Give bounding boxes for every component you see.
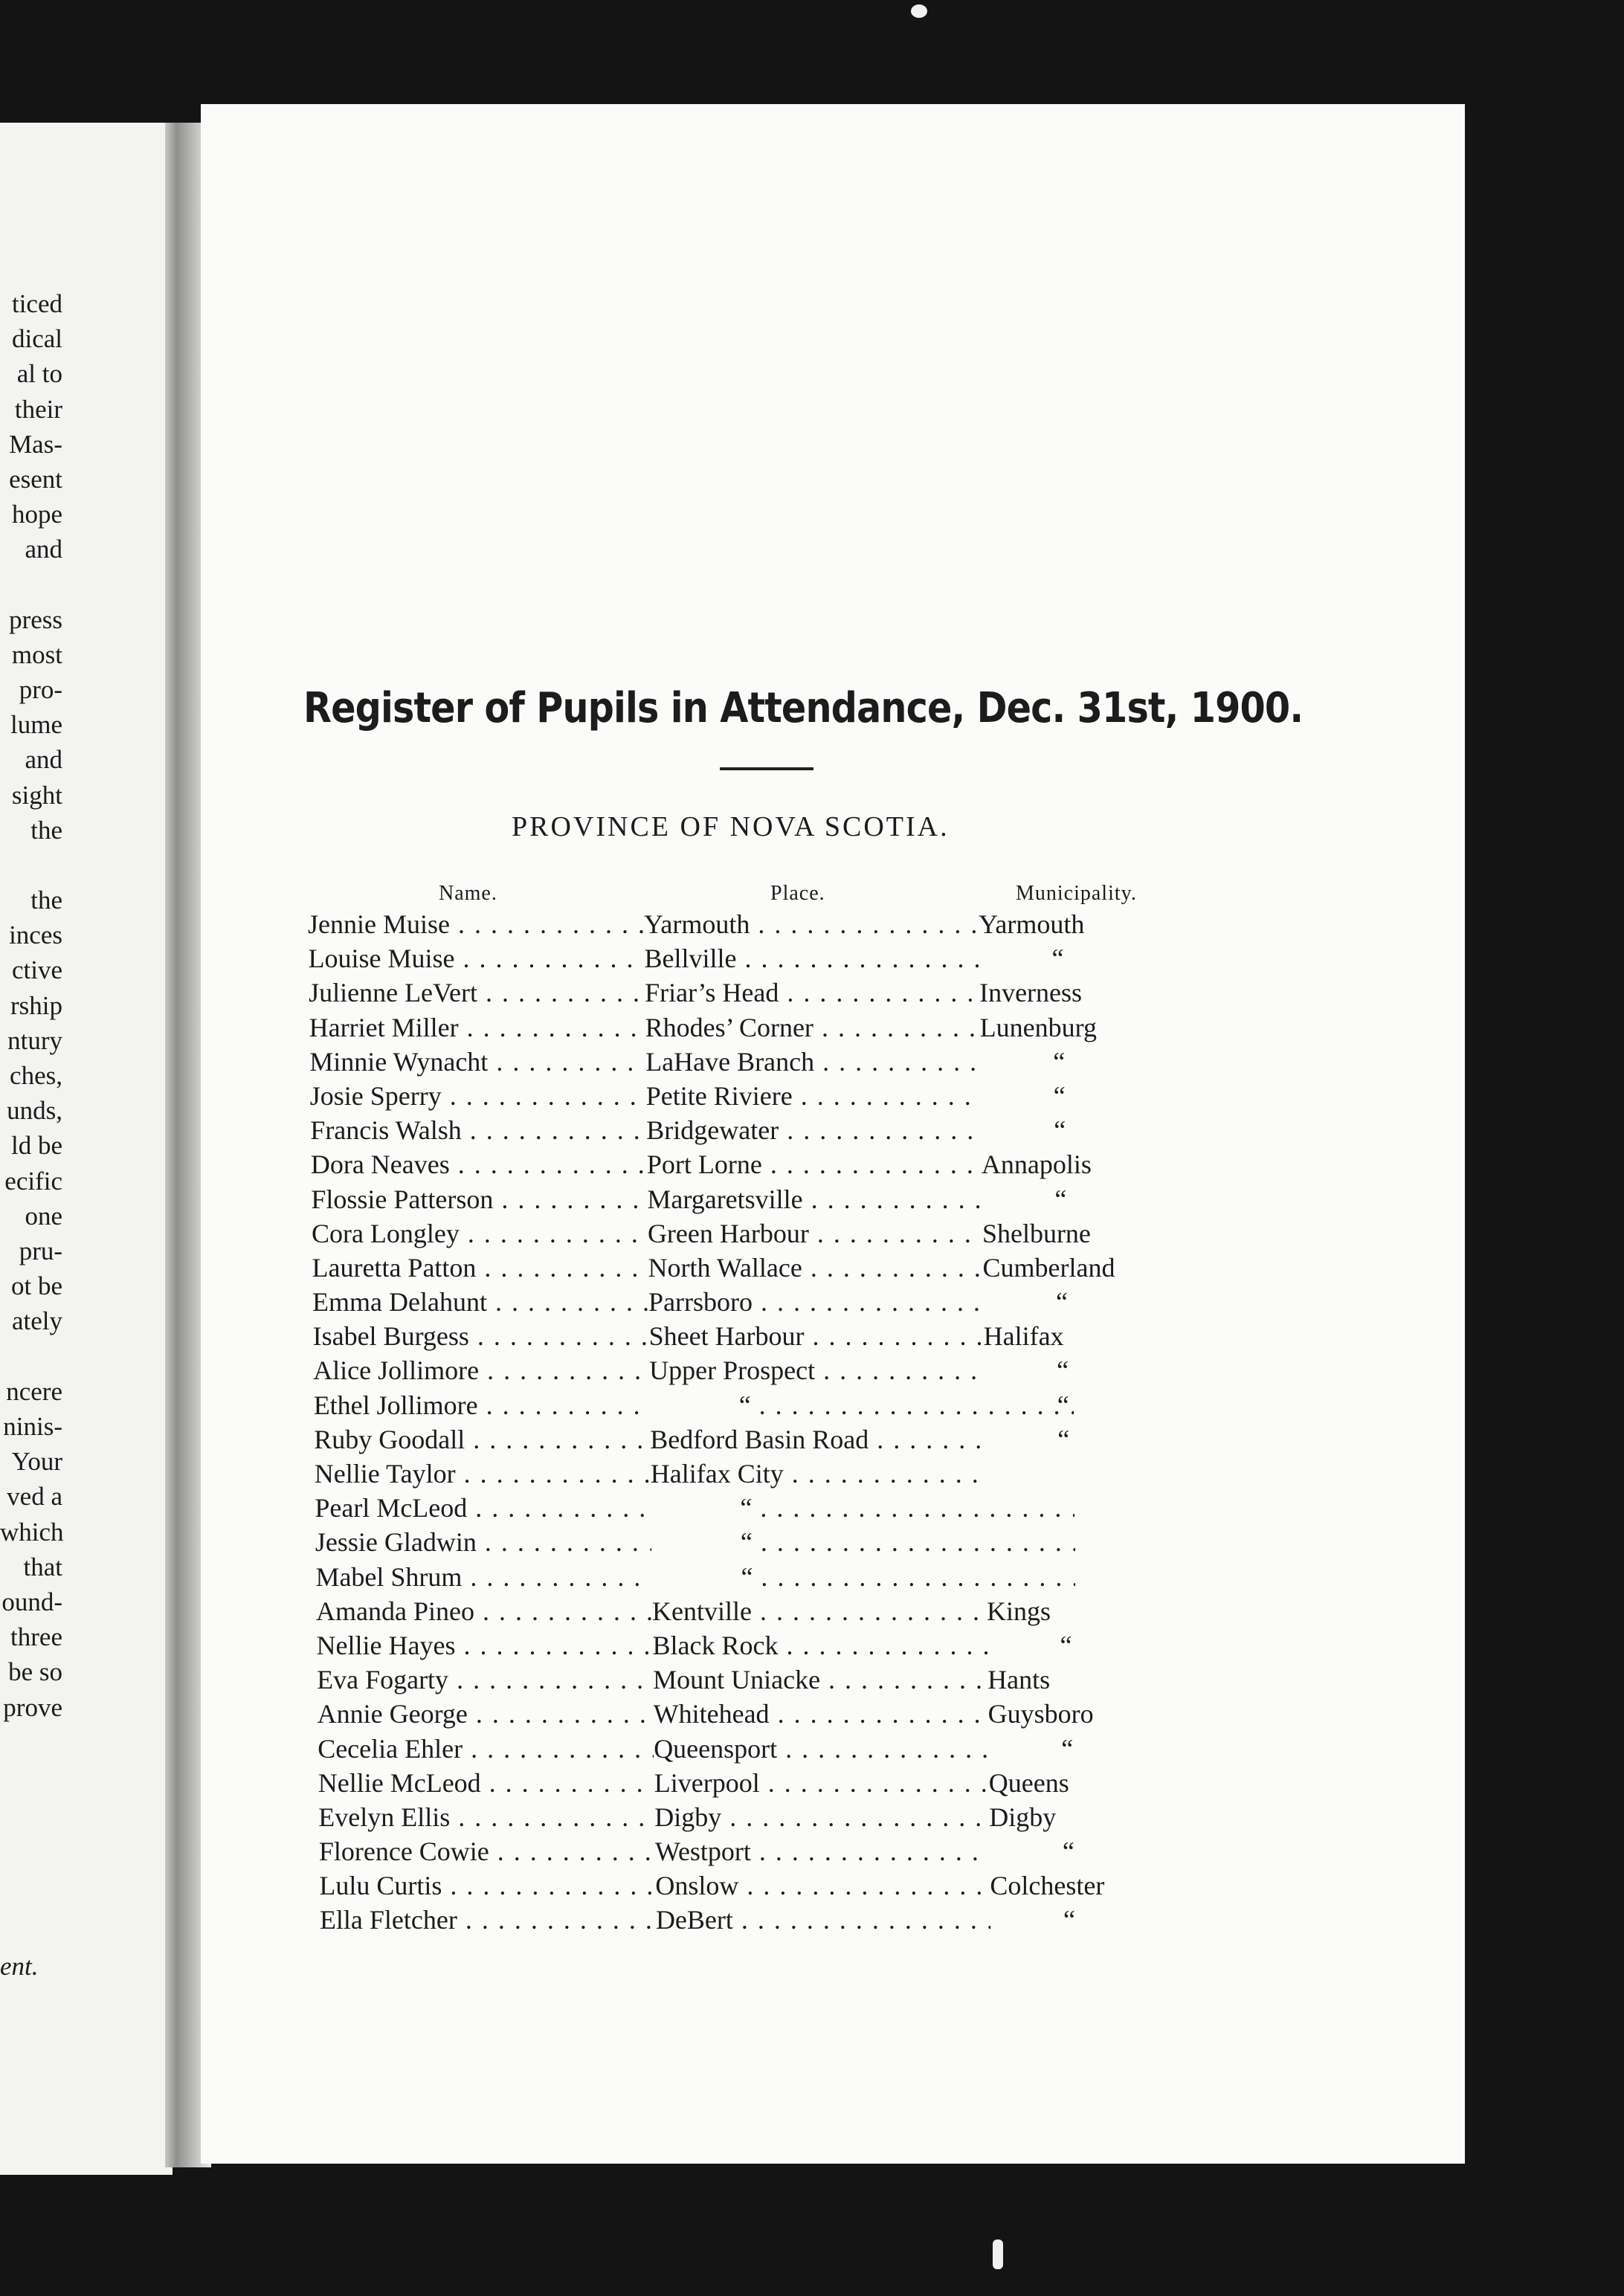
pupil-name: Mabel Shrum . . . — [315, 1561, 651, 1593]
pupil-name: Ella Fletcher . . . — [320, 1904, 656, 1935]
facing-page-line: pro- — [19, 675, 62, 705]
film-blemish — [911, 4, 927, 18]
facing-page-line: their — [14, 394, 62, 424]
facing-page-line — [0, 1339, 62, 1374]
column-header-municipality: Municipality. — [1016, 882, 1137, 905]
title-rule — [720, 767, 813, 770]
facing-page-line: Your — [11, 1447, 62, 1477]
pupil-name: Josie Sperry . . . — [310, 1080, 646, 1112]
facing-page-line: ntury — [7, 1025, 62, 1055]
pupil-place: “ . . . — [650, 1390, 1074, 1421]
facing-page-line: most — [11, 639, 62, 669]
pupil-municipality: Kings — [987, 1596, 1051, 1626]
pupil-place: Parrsboro . . . — [648, 1286, 983, 1318]
pupil-place: DeBert . . . — [656, 1904, 990, 1935]
pupil-municipality: Queens — [988, 1767, 1069, 1798]
pupil-name: Jessie Gladwin . . . — [315, 1526, 651, 1558]
pupil-place: Upper Prospect . . . — [649, 1355, 984, 1386]
pupil-municipality: Yarmouth — [979, 909, 1085, 939]
pupil-municipality: Inverness — [979, 978, 1083, 1008]
facing-page-line: ches, — [10, 1061, 62, 1091]
facing-page-line: dical — [11, 324, 62, 354]
pupil-municipality: “ — [1054, 1115, 1066, 1146]
facing-page-line: ld be — [10, 1131, 62, 1161]
pupil-place: Liverpool . . . — [654, 1767, 989, 1799]
facing-page-line: hope — [11, 500, 62, 529]
facing-page-line: prove — [3, 1692, 62, 1722]
facing-page-line: ved a — [7, 1482, 62, 1512]
facing-page-ending: ent. — [0, 1952, 39, 1981]
facing-page-line — [0, 567, 62, 602]
pupil-place: Whitehead . . . — [654, 1698, 988, 1729]
pupil-name: Nellie McLeod . . . — [318, 1767, 654, 1799]
pupil-name: Florence Cowie . . . — [319, 1836, 655, 1867]
facing-page-line: ound- — [1, 1587, 62, 1616]
pupil-name: Nellie Taylor . . . — [315, 1458, 651, 1489]
facing-page-line: pru- — [19, 1236, 62, 1266]
facing-page-line: ticed — [11, 289, 62, 318]
facing-page-line: ncere — [6, 1376, 62, 1406]
pupil-name: Ruby Goodall . . . — [314, 1424, 650, 1455]
facing-page-line: press — [9, 604, 62, 634]
pupil-name: Lauretta Patton . . . — [312, 1252, 648, 1283]
pupil-name: Nellie Hayes . . . — [317, 1630, 653, 1661]
pupil-place: Mount Uniacke . . . — [653, 1664, 987, 1695]
pupil-name: Cora Longley . . . — [312, 1218, 648, 1249]
facing-page-line: esent — [9, 465, 62, 494]
pupil-name: Emma Delahunt . . . — [312, 1286, 648, 1318]
pupil-municipality: “ — [1057, 1355, 1069, 1386]
pupil-name: Eva Fogarty . . . — [317, 1664, 653, 1695]
pupil-name: Minnie Wynacht . . . — [309, 1046, 645, 1077]
pupil-name: Alice Jollimore . . . — [313, 1355, 649, 1386]
pupil-place: Petite Riviere . . . — [646, 1080, 981, 1112]
pupil-municipality: Guysboro — [987, 1699, 1094, 1729]
pupil-place: Sheet Harbour . . . — [649, 1320, 984, 1352]
pupil-name: Amanda Pineo . . . — [316, 1596, 652, 1627]
facing-page-line: Mas- — [9, 429, 62, 459]
pupil-municipality: Hants — [987, 1665, 1051, 1695]
facing-page-line: the — [30, 815, 62, 845]
pupil-place: Port Lorne . . . — [647, 1149, 982, 1180]
pupil-place: Bedford Basin Road . . . — [650, 1424, 985, 1455]
register-title: Register of Pupils in Attendance, Dec. 31st, 1900. — [303, 684, 1304, 732]
facing-page-line: one — [25, 1201, 62, 1231]
pupil-municipality: “ — [1054, 1184, 1067, 1214]
pupil-name: Flossie Patterson . . . — [311, 1184, 647, 1215]
pupil-place: Kentville . . . — [652, 1596, 987, 1627]
film-blemish — [993, 2239, 1003, 2269]
pupil-place: Halifax City . . . — [651, 1458, 985, 1489]
pupil-place: Bellville . . . — [645, 943, 979, 974]
pupil-municipality: “ — [1060, 1630, 1072, 1660]
pupil-municipality: Halifax — [983, 1321, 1064, 1352]
pupil-name: Francis Walsh . . . — [310, 1115, 646, 1146]
pupil-place: Black Rock . . . — [653, 1630, 987, 1661]
pupil-place: LaHave Branch . . . — [645, 1046, 980, 1077]
pupil-municipality: “ — [1057, 1390, 1069, 1420]
pupil-municipality: Colchester — [990, 1871, 1105, 1901]
facing-page-line: unds, — [7, 1096, 62, 1126]
pupil-name: Isabel Burgess . . . — [313, 1320, 649, 1352]
pupil-place: Bridgewater . . . — [646, 1115, 981, 1146]
pupil-place: “ . . . — [651, 1492, 1074, 1523]
facing-page-line: that — [23, 1552, 62, 1581]
pupil-municipality: Shelburne — [982, 1218, 1091, 1248]
pupil-name: Julienne LeVert . . . — [309, 977, 645, 1008]
facing-page-line: ately — [11, 1306, 62, 1336]
pupil-name: Dora Neaves . . . — [311, 1149, 647, 1180]
pupil-place: Westport . . . — [655, 1836, 990, 1867]
facing-page-line: the — [30, 886, 62, 915]
facing-page-line: rship — [10, 990, 62, 1020]
facing-page-line: lume — [10, 710, 62, 740]
pupil-municipality: “ — [1062, 1837, 1074, 1867]
pupil-name: Annie George . . . — [318, 1698, 654, 1729]
pupil-municipality: Digby — [989, 1802, 1057, 1832]
pupil-name: Jennie Muise . . . — [308, 909, 644, 940]
facing-page-line: ctive — [11, 955, 62, 985]
pupil-place: Friar’s Head . . . — [645, 977, 979, 1008]
facing-page-line: and — [25, 535, 62, 564]
pupil-municipality: “ — [1053, 1080, 1066, 1111]
pupil-place: Yarmouth . . . — [644, 909, 979, 940]
facing-page-line: inces — [9, 920, 62, 950]
pupil-name: Louise Muise . . . — [309, 943, 645, 974]
pupil-municipality: “ — [1056, 1287, 1069, 1318]
pupil-municipality: “ — [1061, 1733, 1074, 1764]
facing-page-line: sight — [11, 780, 62, 810]
pupil-place: Rhodes’ Corner . . . — [645, 1012, 980, 1043]
pupil-municipality: Annapolis — [981, 1149, 1092, 1180]
facing-page-line: ecific — [4, 1166, 62, 1196]
pupil-place: Onslow . . . — [655, 1870, 990, 1901]
pupil-place: Digby . . . — [654, 1802, 989, 1833]
pupil-place: “ . . . — [651, 1526, 1075, 1558]
pupil-name: Pearl McLeod . . . — [315, 1492, 651, 1523]
facing-page-text — [0, 286, 62, 1725]
pupil-name: Lulu Curtis . . . — [319, 1870, 655, 1901]
pupil-municipality: “ — [1053, 1046, 1066, 1077]
pupil-municipality: “ — [1057, 1424, 1070, 1454]
pupil-municipality: Lunenburg — [979, 1012, 1097, 1042]
pupil-municipality: “ — [1051, 944, 1064, 974]
facing-page-line: ninis- — [3, 1411, 62, 1441]
facing-page-line: ot be — [10, 1271, 62, 1301]
facing-page-line: three — [10, 1622, 62, 1652]
pupil-municipality: “ — [1063, 1905, 1075, 1935]
pupil-name: Cecelia Ehler . . . — [318, 1733, 654, 1764]
province-heading: PROVINCE OF NOVA SCOTIA. — [512, 811, 950, 842]
pupil-name: Evelyn Ellis . . . — [318, 1802, 654, 1833]
facing-page-line: and — [25, 745, 62, 775]
facing-page-line: al to — [16, 359, 62, 389]
pupil-place: Margaretsville . . . — [647, 1184, 982, 1215]
column-header-place: Place. — [770, 882, 825, 905]
facing-page-line: be so — [8, 1657, 62, 1687]
pupil-name: Ethel Jollimore . . . — [314, 1390, 650, 1421]
column-header-name: Name. — [439, 882, 497, 905]
pupil-municipality: Cumberland — [982, 1252, 1115, 1283]
pupil-place: Queensport . . . — [654, 1733, 988, 1764]
facing-page-line: which — [0, 1517, 64, 1547]
pupil-name: Harriet Miller . . . — [309, 1012, 645, 1043]
pupil-place: “ . . . — [651, 1561, 1075, 1593]
facing-page-line — [0, 848, 62, 883]
pupil-place: North Wallace . . . — [648, 1252, 983, 1283]
pupil-place: Green Harbour . . . — [648, 1218, 982, 1249]
